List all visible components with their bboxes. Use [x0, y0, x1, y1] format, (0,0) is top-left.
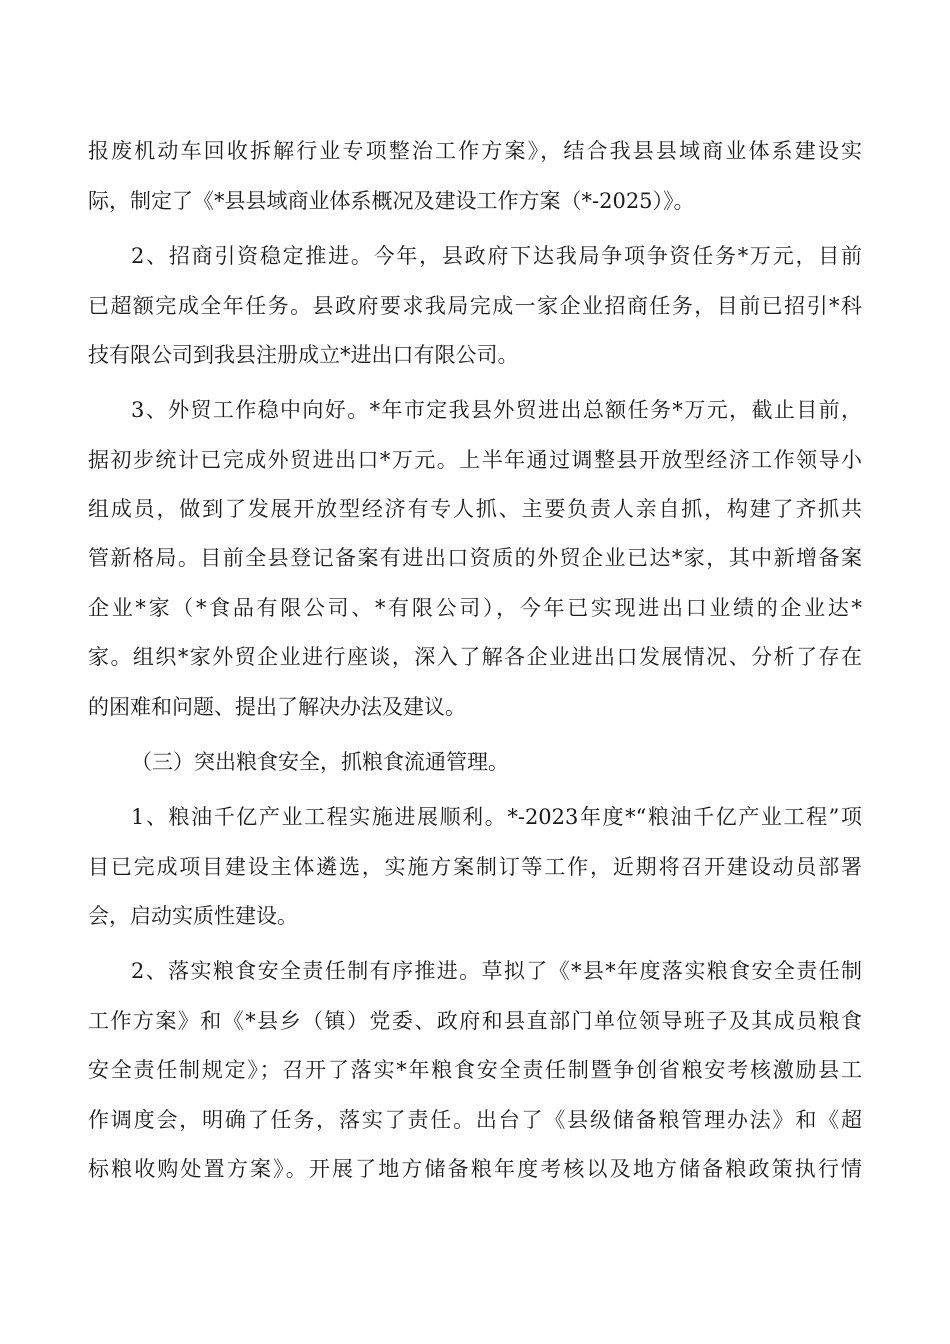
text-line: 报废机动车回收拆解行业专项整治工作方案》，结合我县县域商业体系建设实	[88, 139, 862, 163]
paragraph-first-line: 2、落实粮食安全责任制有序推进。草拟了《*县*年度落实粮食安全责任制	[131, 959, 862, 983]
text-line: 企业*家（*食品有限公司、*有限公司），今年已实现进出口业绩的企业达*	[88, 596, 862, 620]
text-line: 目已完成项目建设主体遴选，实施方案制订等工作，近期将召开建设动员部署	[88, 855, 862, 879]
paragraph-first-line: 2、招商引资稳定推进。今年，县政府下达我局争项争资任务*万元，目前	[131, 244, 862, 268]
paragraph-first-line: 3、外贸工作稳中向好。*年市定我县外贸进出总额任务*万元，截止目前，	[131, 398, 862, 422]
text-line: 工作方案》和《*县乡（镇）党委、政府和县直部门单位领导班子及其成员粮食	[88, 1009, 862, 1033]
text-line: 的困难和问题、提出了解决办法及建议。	[88, 695, 466, 719]
text-line: 据初步统计已完成外贸进出口*万元。上半年通过调整县开放型经济工作领导小	[88, 448, 862, 472]
text-line: 管新格局。目前全县登记备案有进出口资质的外贸企业已达*家，其中新增备案	[88, 546, 862, 570]
text-line: 作调度会，明确了任务，落实了责任。出台了《县级储备粮管理办法》和《超	[88, 1108, 862, 1132]
text-line: 家。组织*家外贸企业进行座谈，深入了解各企业进出口发展情况、分析了存在	[88, 645, 862, 669]
text-line: 标粮收购处置方案》。开展了地方储备粮年度考核以及地方储备粮政策执行情	[88, 1157, 862, 1181]
paragraph-first-line: 1、粮油千亿产业工程实施进展顺利。*-2023年度*“粮油千亿产业工程”项	[131, 805, 862, 829]
text-line: 安全责任制规定》；召开了落实*年粮食安全责任制暨争创省粮安考核激励县工	[88, 1058, 862, 1082]
section-heading: （三）突出粮食安全，抓粮食流通管理。	[131, 750, 509, 774]
text-line: 已超额完成全年任务。县政府要求我局完成一家企业招商任务，目前已招引*科	[88, 294, 862, 318]
text-line: 际，制定了《*县县域商业体系概况及建设工作方案（*-2025）》。	[88, 189, 695, 213]
text-line: 会，启动实质性建设。	[88, 904, 298, 928]
text-line: 组成员，做到了发展开放型经济有专人抓、主要负责人亲自抓，构建了齐抓共	[88, 497, 862, 521]
text-line: 技有限公司到我县注册成立*进出口有限公司。	[88, 343, 519, 367]
